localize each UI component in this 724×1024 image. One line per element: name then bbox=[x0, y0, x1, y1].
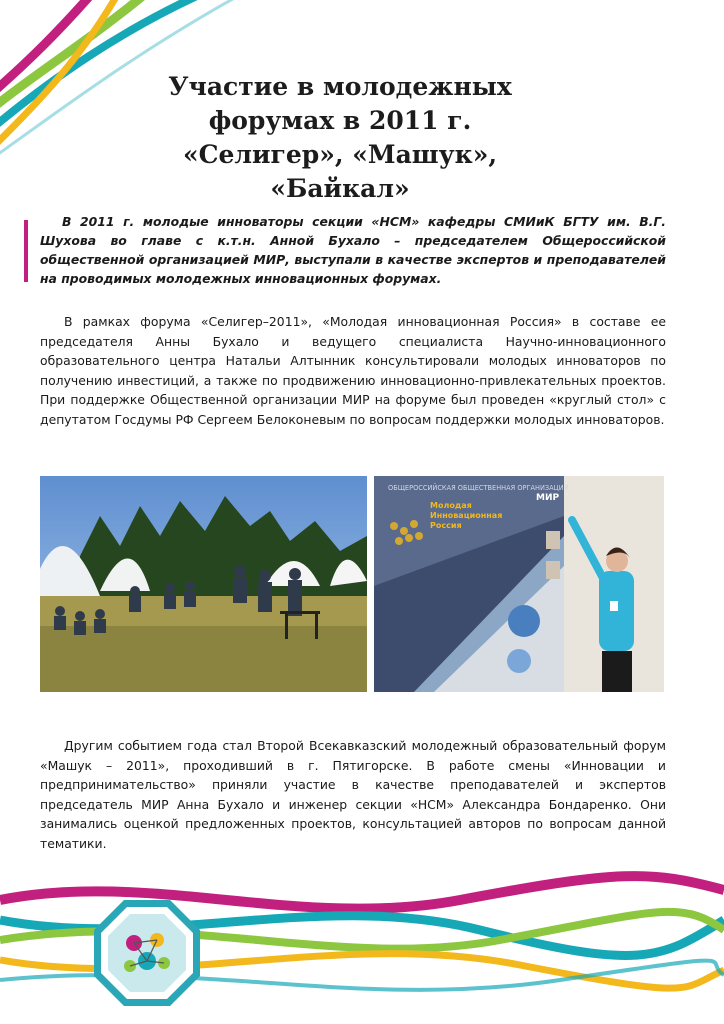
title-line-1: Участие в молодежных bbox=[168, 72, 512, 101]
emblem-seal-logo bbox=[92, 898, 202, 1008]
poster-name-line-2: Инновационная bbox=[430, 511, 503, 520]
poster-org-text: ОБЩЕРОССИЙСКАЯ ОБЩЕСТВЕННАЯ ОРГАНИЗАЦИЯ bbox=[388, 484, 569, 492]
body-paragraph-seliger: В рамках форума «Селигер–2011», «Молодая инновационная Россия» в составе ее председателя Анны Бухало и ведущего специалиста Научно-инновационного образовательного центра Натальи Алтынник консультировали молодых инноваторов по получению инвестиций, а также по продвижению инновационно-привлекательных проектов. При поддержке Общественной организации МИР на форуме был проведен «круглый стол» с депутатом Госдумы РФ Сергеем Белоконевым по вопросам поддержки молодых инноваторов. bbox=[40, 314, 666, 427]
lead-paragraph: В 2011 г. молодые инноваторы секции «НСМ» кафедры СМИиК БГТУ им. В.Г. Шухова во главе с к.т.н. Анной Бухало – председателем Общероссийской общественной организацией МИР, выступали в качестве экспертов и преподавателей на проводимых молодежных инновационных форумах. bbox=[40, 214, 666, 286]
title-line-3: «Селигер», «Машук», «Байкал» bbox=[182, 140, 498, 203]
page-title bbox=[110, 70, 570, 206]
mir-poster-photo bbox=[374, 476, 664, 692]
body-paragraph-mashuk: Другим событием года стал Второй Всекавказский молодежный образовательный форум «Машук – 2011», проходивший в г. Пятигорске. В работе смены «Инновации и предпринимательство» приняли участие в качестве преподавателей и экспертов председатель МИР Анна Бухало и инженер секции «НСМ» Александра Бондаренко. Они занимались оценкой предложенных проектов, консультацией авторов по вопросам данной тематики. bbox=[40, 738, 666, 851]
seliger-forum-photo bbox=[40, 476, 367, 692]
poster-name-line-3: Россия bbox=[430, 521, 462, 530]
poster-badge-text: МИР bbox=[536, 493, 560, 503]
title-line-2: форумах в 2011 г. bbox=[208, 106, 472, 135]
poster-name-line-1: Молодая bbox=[430, 501, 472, 510]
lead-accent-bar bbox=[24, 220, 28, 282]
